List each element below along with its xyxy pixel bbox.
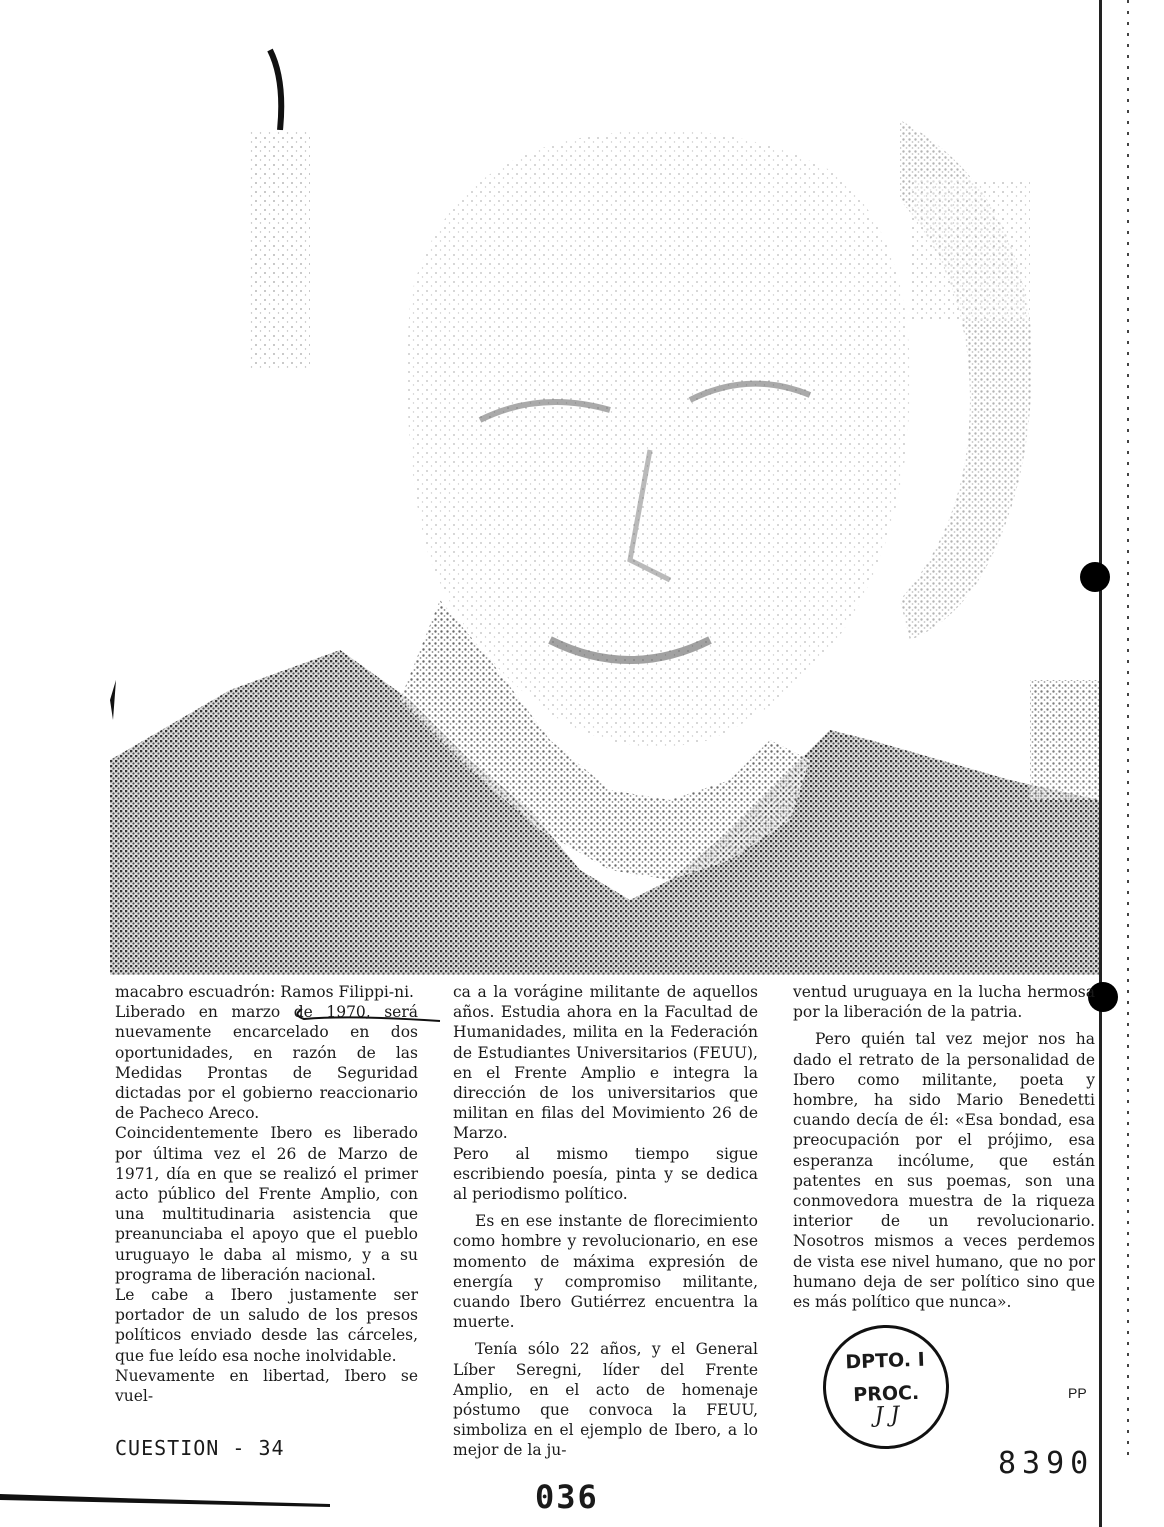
paragraph: Pero al mismo tiempo sigue escribiendo poesía, pinta y se dedica al periodismo político. xyxy=(453,1144,758,1204)
paragraph: Tenía sólo 22 años, y el General Líber Seregni, líder del Frente Amplio, en el acto de homenaje póstumo que convoca la FEUU, simboliza en el ejemplo de Ibero, a lo mejor de la ju- xyxy=(453,1340,758,1460)
portrait-photo xyxy=(110,0,1100,975)
page-border-line xyxy=(1099,0,1102,1527)
paragraph: Liberado en marzo de 1970, será nuevamente encarcelado en dos oportunidades, en razón de las Medidas Prontas de Seguridad dictadas por el gobierno reaccionario de Pacheco Areco. xyxy=(115,1003,418,1123)
paragraph: macabro escuadrón: Ramos Filippi-ni. xyxy=(115,983,414,1001)
paragraph: Pero quién tal vez mejor nos ha dado el retrato de la personalidad de Ibero como militante, poeta y hombre, ha sido Mario Benedetti cuando decía de él: «Esa bondad, esa preocupación por el prójimo, esa esperanza incólume, que están patentes en sus poemas, son una conmovedora muestra de la riqueza interior de un revolucionario. Nosotros mismos a veces perdemos de vista ese nivel humano, que no por humano deja de ser político sino que es más político que nunca». xyxy=(793,1030,1095,1312)
author-initials: PP xyxy=(1068,1385,1087,1401)
text-column-3 xyxy=(793,982,1095,1312)
text-column-1 xyxy=(115,982,418,1406)
paragraph: ca a la vorágine militante de aquellos años. Estudia ahora en la Facultad de Humanidades, milita en la Federación de Estudiantes Universitarios (FEUU), en el Frente Amplio e integra la dirección de los universitarios que militan en filas del Movimiento 26 de Marzo. xyxy=(453,983,758,1143)
paragraph: Coincidentemente Ibero es liberado por última vez el 26 de Marzo de 1971, día en que se realizó el primer acto público del Frente Amplio, con una multitudinaria asistencia que preanunciaba el apoyo que el pueblo uruguayo le daba al mismo, y a su programa de liberación nacional. xyxy=(115,1124,418,1284)
stamp-line-2: PROC. xyxy=(852,1381,920,1407)
paragraph: Es en ese instante de florecimiento como hombre y revolucionario, en ese momento de máxima expresión de energía y compromiso militante, cuando Ibero Gutiérrez encuentra la muerte. xyxy=(453,1212,758,1332)
paragraph: Le cabe a Ibero justamente ser portador de un saludo de los presos políticos enviado desde las cárceles, que fue leído esa noche inolvidable. xyxy=(115,1286,418,1365)
punch-hole-icon xyxy=(1080,562,1110,592)
paragraph: ventud uruguaya en la lucha hermosa por la liberación de la patria. xyxy=(793,983,1095,1022)
scan-scratch-icon xyxy=(0,1490,330,1510)
text-column-2 xyxy=(453,982,758,1461)
scan-edge-noise xyxy=(1127,0,1129,1460)
portrait-photo-icon xyxy=(110,0,1100,975)
stamp-signature: J J xyxy=(874,1402,900,1429)
archive-number: 8390 xyxy=(998,1446,1095,1481)
publication-footer: CUESTION - 34 xyxy=(115,1436,285,1460)
stamp-line-1: DPTO. I xyxy=(845,1348,926,1374)
paragraph: Nuevamente en libertad, Ibero se vuel- xyxy=(115,1366,418,1406)
page-number: 036 xyxy=(535,1478,599,1516)
department-stamp xyxy=(821,1323,951,1451)
